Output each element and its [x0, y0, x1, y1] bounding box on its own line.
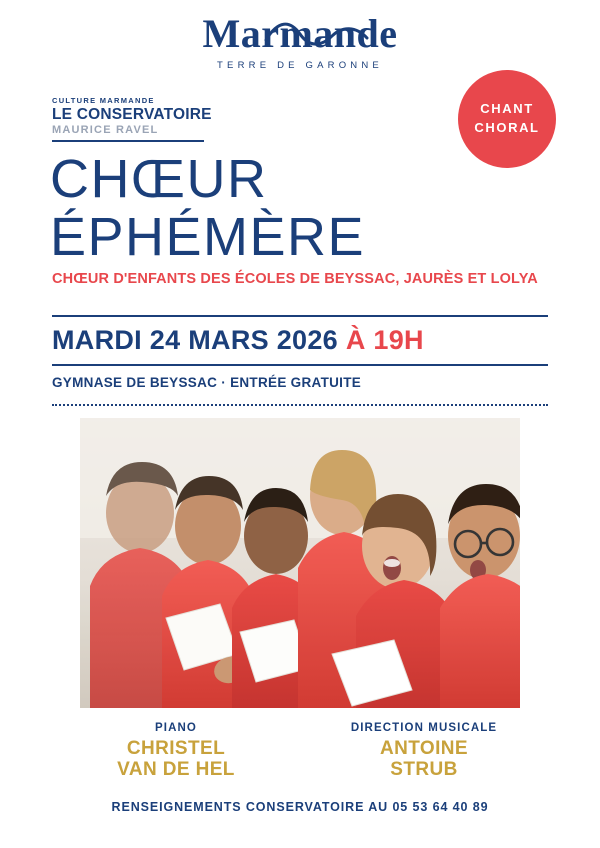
credit-piano-name-1: CHRISTEL	[126, 738, 226, 759]
event-date-text: MARDI 24 MARS 2026	[52, 325, 338, 355]
credit-piano-name-2: VAN DE HEL	[117, 758, 235, 780]
credit-piano-role: PIANO	[155, 722, 197, 734]
city-logo-text: Marmande	[202, 11, 398, 56]
page-subtitle: CHŒUR D'ENFANTS DES ÉCOLES DE BEYSSAC, JAURÈS ET LOLYA	[52, 271, 538, 287]
credit-piano	[62, 722, 290, 781]
conservatoire-rule	[52, 140, 204, 142]
conservatoire-culture-label: CULTURE MARMANDE	[52, 96, 155, 105]
choir-photo-illustration	[80, 418, 520, 708]
credit-direction-role: DIRECTION MUSICALE	[350, 722, 498, 734]
city-logo	[0, 11, 600, 71]
credits	[52, 722, 548, 781]
page-title-line-2: ÉPHÉMÈRE	[50, 206, 366, 267]
divider-dotted	[52, 404, 548, 406]
event-date	[52, 325, 424, 356]
badge-line-1: CHANT	[480, 101, 534, 117]
conservatoire-lockup	[52, 96, 252, 142]
event-time-text: À 19H	[345, 325, 424, 355]
credit-direction-name-2: STRUB	[390, 758, 458, 780]
credit-direction-name-1: ANTOINE	[380, 738, 468, 759]
city-logo-tagline: TERRE DE GARONNE	[217, 60, 383, 71]
footer-contact: RENSEIGNEMENTS CONSERVATOIRE AU 05 53 64 40 89	[111, 800, 489, 814]
divider-top	[52, 315, 548, 317]
credit-direction	[310, 722, 538, 781]
page-title-line-1: CHŒUR	[50, 149, 268, 209]
conservatoire-subname: MAURICE RAVEL	[52, 124, 159, 137]
event-venue: GYMNASE DE BEYSSAC · ENTRÉE GRATUITE	[52, 375, 362, 390]
badge-line-2: CHORAL	[474, 120, 540, 135]
page-title	[50, 149, 570, 267]
choir-photo	[80, 418, 520, 708]
city-logo-wordmark	[202, 11, 398, 56]
divider-middle	[52, 364, 548, 366]
conservatoire-name: LE CONSERVATOIRE	[52, 106, 212, 123]
